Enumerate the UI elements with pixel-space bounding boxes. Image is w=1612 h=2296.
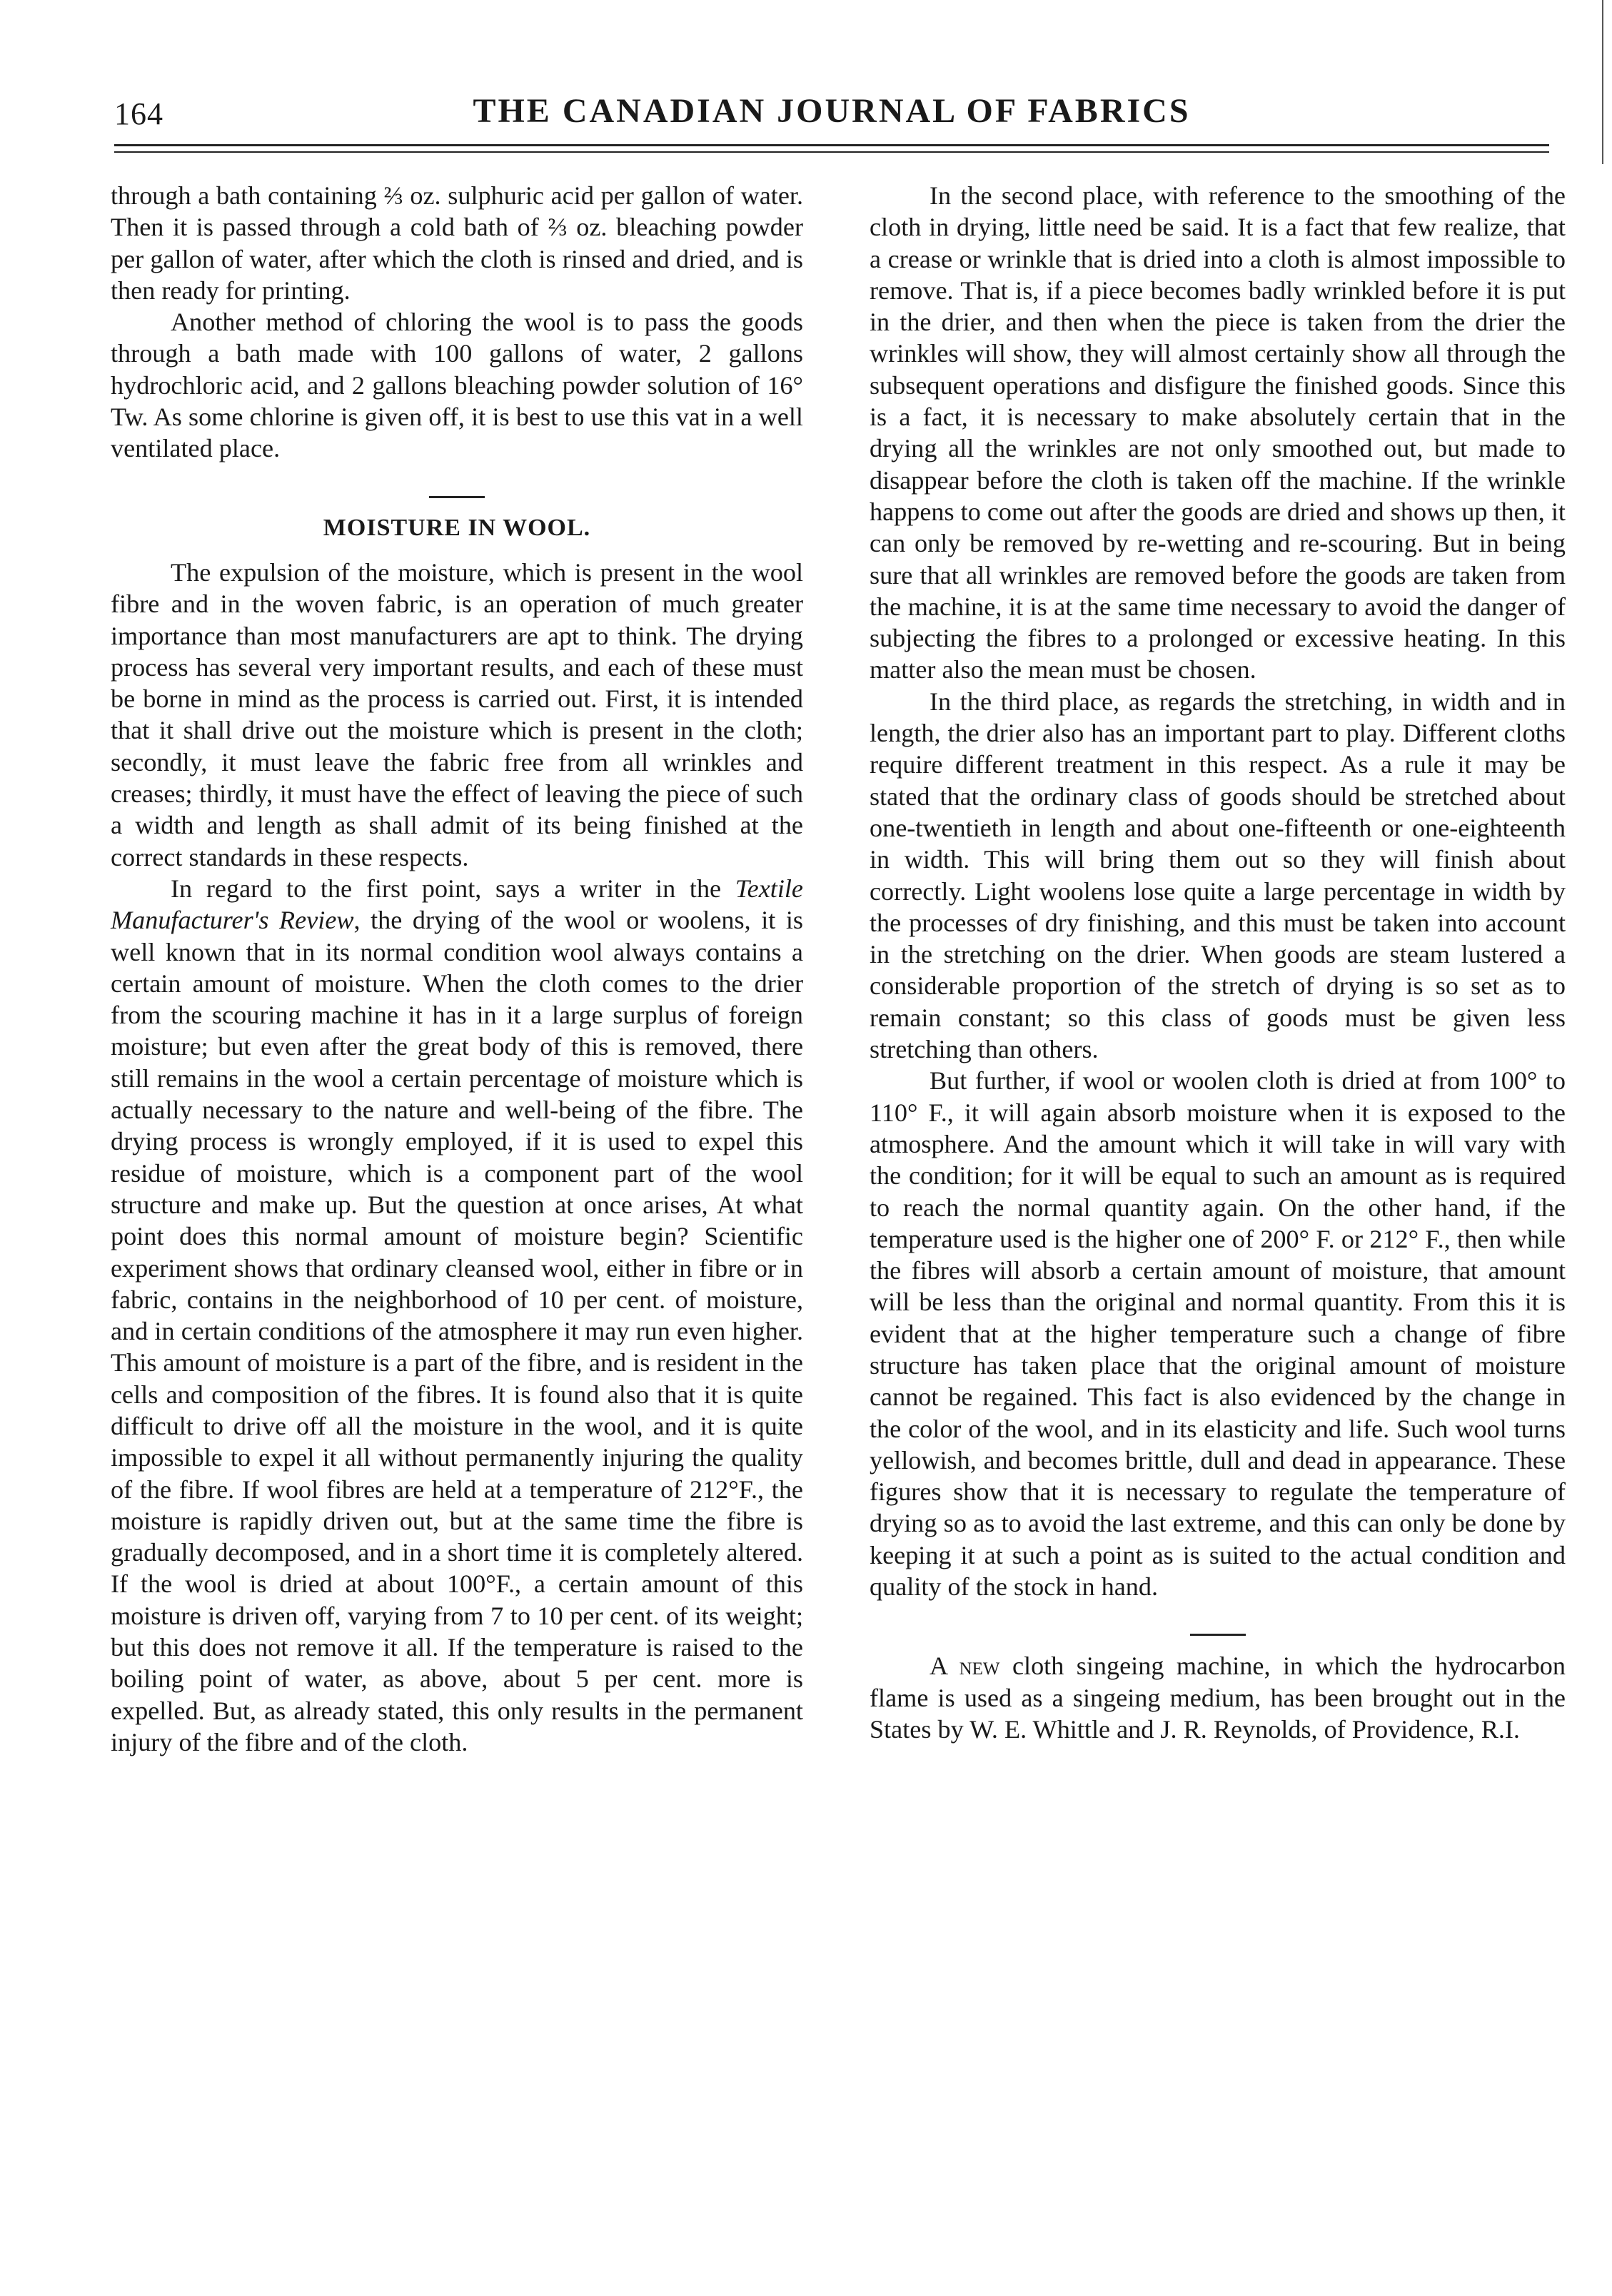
header-rule-top <box>114 144 1549 146</box>
article-paragraph-2-start: In regard to the first point, says a writer in the <box>171 874 735 903</box>
singeing-machine-note <box>870 1650 1566 1745</box>
section-heading: MOISTURE IN WOOL. <box>323 514 591 541</box>
article-paragraph-2-rest: , the drying of the wool or woolens, it is well known that in its normal condition wool always contains a certain amount of moisture. When the cloth comes to the drier from the scouring machine it has in it a large surplus of foreign moisture; but even after the great body of this is removed, there still remains in the wool a certain percentage of moisture which is actually necessary to the nature and well-being of the fibre. The drying process is wrongly employed, if it is used to expel this residue of moisture, which is a component part of the wool structure and make up. But the question at once arises, At what point does this normal amount of moisture begin? Scientific experiment shows that ordinary cleansed wool, either in fibre or in fabric, contains in the neighborhood of 10 per cent. of moisture, and in certain conditions of the atmosphere it may run even higher. This amount of moisture is a part of the fibre, and is resident in the cells and composition of the fibres. It is found also that it is quite difficult to drive off all the moisture in the wool, and it is quite impossible to expel it all without permanently injuring the quality of the fibre. If wool fibres are held at a temperature of 212°F., the moisture is rapidly driven out, but at the same time the fibre is gradually decomposed, and in a short time it is completely altered. If the wool is dried at about 100°F., a certain amount of this moisture is driven off, varying from 7 to 10 per cent. of its weight; but this does not remove it all. If the temperature is raised to the boiling point of water, as above, about 5 per cent. more is expelled. But, as already stated, this only results in the permanent injury of the fibre and of the cloth. <box>111 906 803 1756</box>
article-paragraph-1: The expulsion of the moisture, which is present in the wool fibre and in the woven fabric, is an operation of much greater importance than most manufacturers are apt to think. The drying process has several very important results, and each of these must be borne in mind as the process is carried out. First, it is intended that it shall drive out the moisture which is present in the cloth; secondly, it must leave the fabric free from all wrinkles and creases; thirdly, it must have the effect of leaving the piece of such a width and length as shall admit of its being finished at the correct standards in these respects. <box>111 557 803 871</box>
note-divider <box>1190 1634 1246 1636</box>
running-head <box>114 91 1549 141</box>
page-number: 164 <box>114 96 163 131</box>
section-divider <box>429 496 485 498</box>
cited-publication: Textile Manufacturer's Review <box>111 874 803 935</box>
note-lead: A new <box>930 1652 1000 1681</box>
margin-rule <box>1602 0 1603 164</box>
article-paragraph-4: In the third place, as regards the stretching, in width and in length, the drier also has an important part to play. Different cloths require different treatment in this respect. As a rule it may be stated that the ordinary class of goods should be stretched about one-twentieth in length and about one-fifteenth or one-eighteenth in width. This will bring them out so they will finish about correctly. Light woolens lose quite a large percentage in width by the processes of dry finishing, and this must be taken into account in the stretching on the drier. When goods are steam lustered a considerable proportion of the stretch of drying is so set as to remain constant; so this class of goods must be given less stretching than others. <box>870 687 1566 1064</box>
chlorine-paragraph: Another method of chloring the wool is to pass the goods through a bath made with 100 gallons of water, 2 gallons hydrochloric acid, and 2 gallons bleaching powder solution of 16° Tw. As some chlorine is given off, it is best to use this vat in a well ventilated place. <box>111 308 803 463</box>
right-column <box>870 180 1566 1745</box>
note-body: cloth singeing machine, in which the hydrocarbon flame is used as a singeing medium, has been brought out in the States by W. E. Whittle and J. R. Reynolds, of Providence, R.I. <box>870 1652 1566 1744</box>
article-paragraph-5: But further, if wool or woolen cloth is dried at from 100° to 110° F., it will again absorb moisture when it is exposed to the atmosphere. And the amount which it will take in will vary with the condition; for it will be equal to such an amount as is required to reach the normal quantity again. On the other hand, if the temperature used is the higher one of 200° F. or 212° F., then while the fibres will absorb a certain amount of moisture, that amount will be less than the original and normal quantity. From this it is evident that at the higher temperature such a change of fibre structure has taken place that the original amount of moisture cannot be regained. This fact is also evidenced by the change in the color of the wool, and in its elasticity and life. Such wool turns yellowish, and becomes brittle, dull and dead in appearance. These figures show that it is necessary to regulate the temperature of drying so as to avoid the last extreme, and this can only be done by keeping it at such a point as is suited to the actual condition and quality of the stock in hand. <box>870 1066 1566 1602</box>
article-paragraph-3: In the second place, with reference to the smoothing of the cloth in drying, little need be said. It is a fact that few realize, that a crease or wrinkle that is dried into a cloth is almost impossible to remove. That is, if a piece becomes badly wrinkled before it is put in the drier, and then when the piece is taken from the drier the wrinkles will show, they will almost certainly show all through the subsequent operations and disfigure the finished goods. Since this is a fact, it is necessary to make absolutely certain that in the drying all the wrinkles are not only smoothed out, but made to disappear before the cloth is taken off the machine. If the wrinkle happens to come out after the goods are dried and shows up then, it can only be removed by re-wetting and re-scouring. But in being sure that all wrinkles are removed before the goods are taken from the machine, it is at the same time necessary to avoid the danger of subjecting the fibres to a prolonged or excessive heating. In this matter also the mean must be chosen. <box>870 181 1566 684</box>
left-column <box>111 180 803 1758</box>
header-rule-bottom <box>114 151 1549 153</box>
journal-title: THE CANADIAN JOURNAL OF FABRICS <box>473 92 1191 130</box>
article-paragraph-2 <box>111 873 803 1758</box>
continued-paragraph: through a bath containing ⅔ oz. sulphuric acid per gallon of water. Then it is passed through a cold bath of ⅔ oz. bleaching powder per gallon of water, after which the cloth is rinsed and dried, and is then ready for printing. <box>111 181 803 305</box>
